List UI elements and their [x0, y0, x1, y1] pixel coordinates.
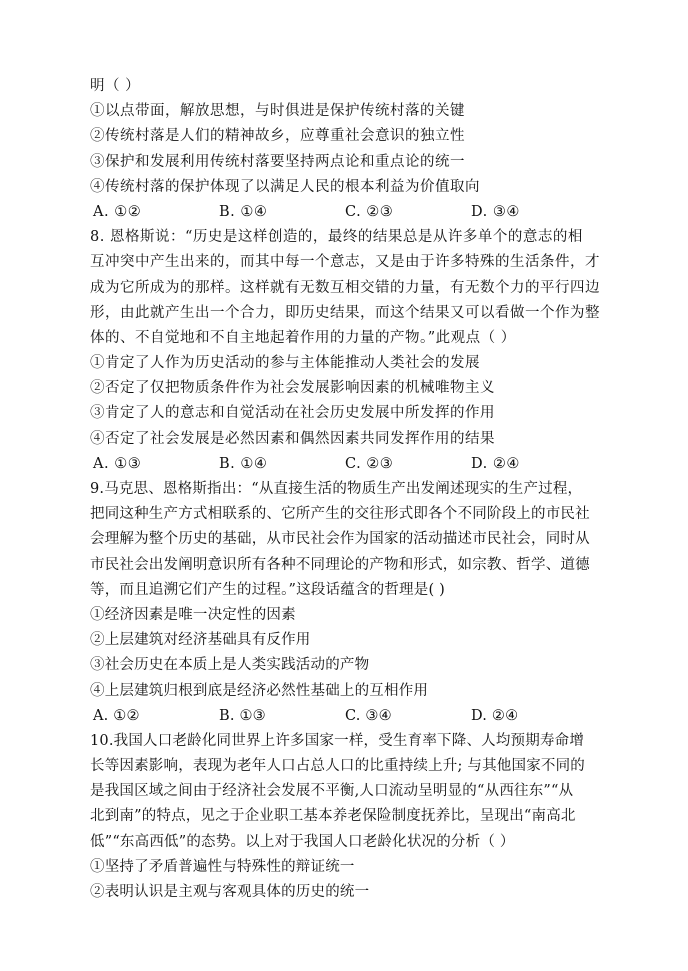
option-b: B. ①④: [219, 203, 268, 220]
question-stem-line: 市民社会出发阐明意识所有各种不同理论的产物和形式，如宗教、哲学、道德: [90, 556, 590, 573]
option-a: A. ①③: [93, 455, 142, 472]
question-stem-line: 等，而且追溯它们产生的过程。”这段话蕴含的哲理是( ): [90, 581, 445, 598]
question-stem-line: 把同这种生产方式相联系的、它所产生的交往形式即各个不同阶段上的市民社: [90, 506, 590, 523]
question-stem-line: 北到南”的特点，见之于企业职工基本养老保险制度抚养比，呈现出“南高北: [90, 808, 576, 825]
statement-4: ④上层建筑归根到底是经济必然性基础上的互相作用: [90, 682, 429, 699]
question-stem-line: 10.我国人口老龄化同世界上许多国家一样，受生育率下降、人均预期寿命增: [90, 732, 585, 749]
question-7-stem-tail: 明（ ）: [90, 78, 141, 94]
question-stem-line: 低”“东高西低”的态势。以上对于我国人口老龄化状况的分析（ ）: [90, 833, 515, 850]
option-c: C. ②③: [345, 455, 394, 472]
question-stem-line: 成为它所成为的那样。这样就有无数互相交错的力量，有无数个力的平行四边: [90, 279, 600, 296]
question-9: [90, 477, 610, 729]
statement-2: ②上层建筑对经济基础具有反作用: [90, 632, 311, 649]
question-stem-line: 是我国区域之间由于经济社会发展不平衡,人口流动呈明显的“从西往东”“从: [90, 783, 574, 800]
option-d: D. ③④: [471, 203, 520, 220]
statement-2: ②表明认识是主观与客观具体的历史的统一: [90, 884, 370, 900]
statement-3: ③社会历史在本质上是人类实践活动的产物: [90, 657, 370, 674]
statement-2: ②传统村落是人们的精神故乡，应尊重社会意识的独立性: [90, 128, 465, 145]
question-stem-line: 8. 恩格斯说：“历史是这样创造的，最终的结果总是从许多单个的意志的相: [90, 229, 583, 246]
statement-4: ④否定了社会发展是必然因素和偶然因素共同发挥作用的结果: [90, 430, 495, 447]
statement-1: ①坚持了矛盾普遍性与特殊性的辩证统一: [90, 858, 355, 875]
option-b: B. ①④: [219, 455, 268, 472]
answer-options: [90, 704, 610, 729]
answer-options: [90, 452, 610, 477]
question-stem-line: 形，由此就产生出一个合力，即历史结果，而这个结果又可以看做一个作为整: [90, 304, 600, 321]
statement-1: ①以点带面，解放思想，与时俱进是保护传统村落的关键: [90, 103, 465, 120]
statement-1: ①经济因素是唯一决定性的因素: [90, 606, 296, 623]
option-c: C. ②③: [345, 203, 394, 220]
statement-3: ③保护和发展利用传统村落要坚持两点论和重点论的统一: [90, 153, 465, 170]
question-7: [90, 74, 610, 225]
option-d: D. ②④: [471, 455, 520, 472]
statement-2: ②否定了仅把物质条件作为社会发展影响因素的机械唯物主义: [90, 380, 495, 397]
question-stem-line: 互冲突中产生出来的，而其中每一个意志，又是由于许多特殊的生活条件，才: [90, 254, 600, 271]
option-b: B. ①③: [219, 707, 266, 724]
exam-page: [90, 74, 610, 905]
statement-3: ③肯定了人的意志和自觉活动在社会历史发展中所发挥的作用: [90, 405, 495, 422]
answer-options: [90, 200, 610, 225]
option-a: A. ①②: [93, 203, 142, 220]
option-a: A. ①②: [93, 707, 140, 724]
statement-1: ①肯定了人作为历史活动的参与主体能推动人类社会的发展: [90, 355, 480, 372]
question-stem-line: 体的、不自觉地和不自主地起着作用的力量的产物。”此观点（ ）: [90, 329, 516, 346]
statement-4: ④传统村落的保护体现了以满足人民的根本利益为价值取向: [90, 178, 480, 195]
option-d: D. ②④: [471, 707, 519, 724]
question-8: [90, 225, 610, 477]
option-c: C. ③④: [345, 707, 392, 724]
question-stem-line: 长等因素影响，表现为老年人口占总人口的比重持续上升; 与其他国家不同的: [90, 758, 585, 775]
question-10: [90, 729, 610, 905]
question-stem-line: 会理解为整个历史的基础，从市民社会作为国家的活动描述市民社会，同时从: [90, 531, 590, 548]
question-stem-line: 9.马克思、恩格斯指出：“从直接生活的物质生产出发阐述现实的生产过程，: [90, 481, 583, 497]
